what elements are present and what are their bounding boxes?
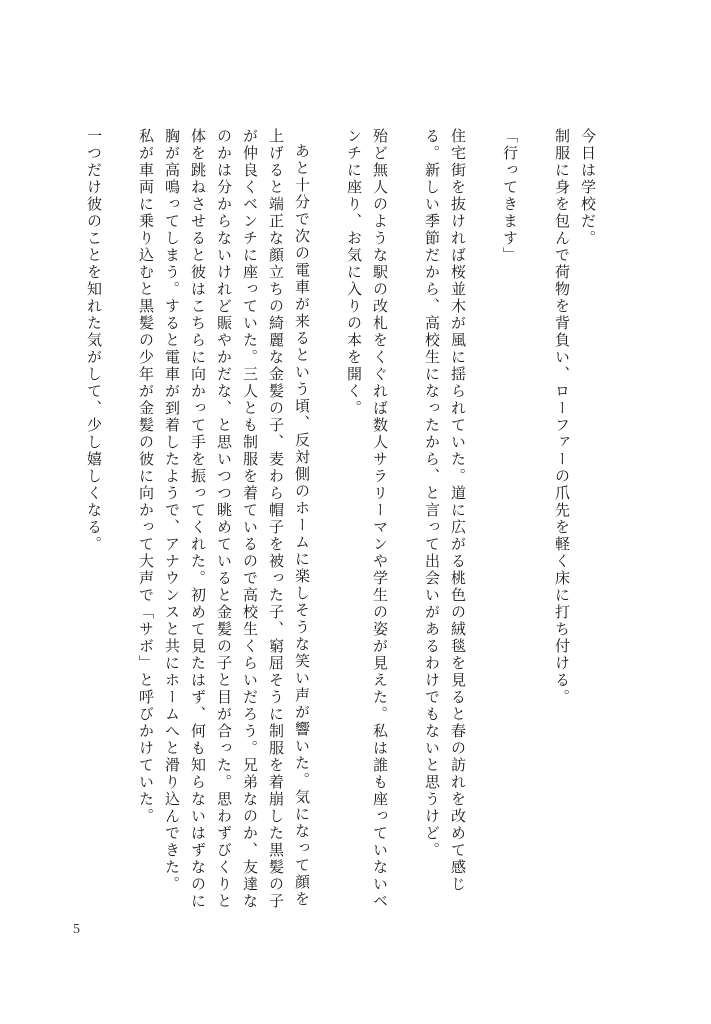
blank-line <box>315 128 341 918</box>
paragraph-uniform: 制服に身を包んで荷物を背負い、ローファーの爪先を軽く床に打ち付ける。 <box>553 128 571 706</box>
blank-line <box>471 128 497 918</box>
paragraph-today-school: 今日は学校だ。 <box>579 128 597 247</box>
blank-line <box>393 128 419 918</box>
paragraph-closing: 一つだけ彼のことを知れた気がして、少し嬉しくなる。 <box>85 128 103 553</box>
vertical-text-body <box>81 128 601 918</box>
paragraph-ittekimasu: 「行ってきます」 <box>501 128 519 264</box>
blank-line <box>107 128 133 918</box>
paragraph-platform: あと十分で次の電車が来るという頃、反対側のホームに楽しそうな笑い声が響いた。気になって顔を上げると端正な顔立ちの綺麗な金髪の子、麦わら帽子を被った子、窮屈そうに制服を着崩した黒髪の子が仲良くベンチに座っていた。三人とも制服を着ているので高校生くらいだろう。兄弟なのか、友達なのかは分からないけれど賑やかだな、と思いつつ眺めていると金髪の子と目が合った。思わずびくりと体を跳ねさせると彼はこちらに向かって手を振ってくれた。初めて見たはず、何も知らないはずなのに胸が高鳴ってしまう。すると電車が到着したようで、アナウンスと共にホームへと滑り込んできた。 <box>163 128 311 910</box>
page-number: 5 <box>73 922 80 937</box>
paragraph-sakura: 住宅街を抜ければ桜並木が風に揺られていた。道に広がる桃色の絨毯を見ると春の訪れを改めて感じる。新しい季節だから、高校生になったから、と言って出会いがあるわけでもないと思うけど。 <box>423 128 467 893</box>
paragraph-station: 殆ど無人のような駅の改札をくぐれば数人サラリーマンや学生の姿が見えた。私は誰も座っていないベンチに座り、お気に入りの本を開く。 <box>345 128 389 910</box>
blank-line <box>523 128 549 918</box>
paragraph-sabo: 私が車両に乗り込むと黒髪の少年が金髪の彼に向かって大声で「サボ」と呼びかけていた。 <box>137 128 155 825</box>
